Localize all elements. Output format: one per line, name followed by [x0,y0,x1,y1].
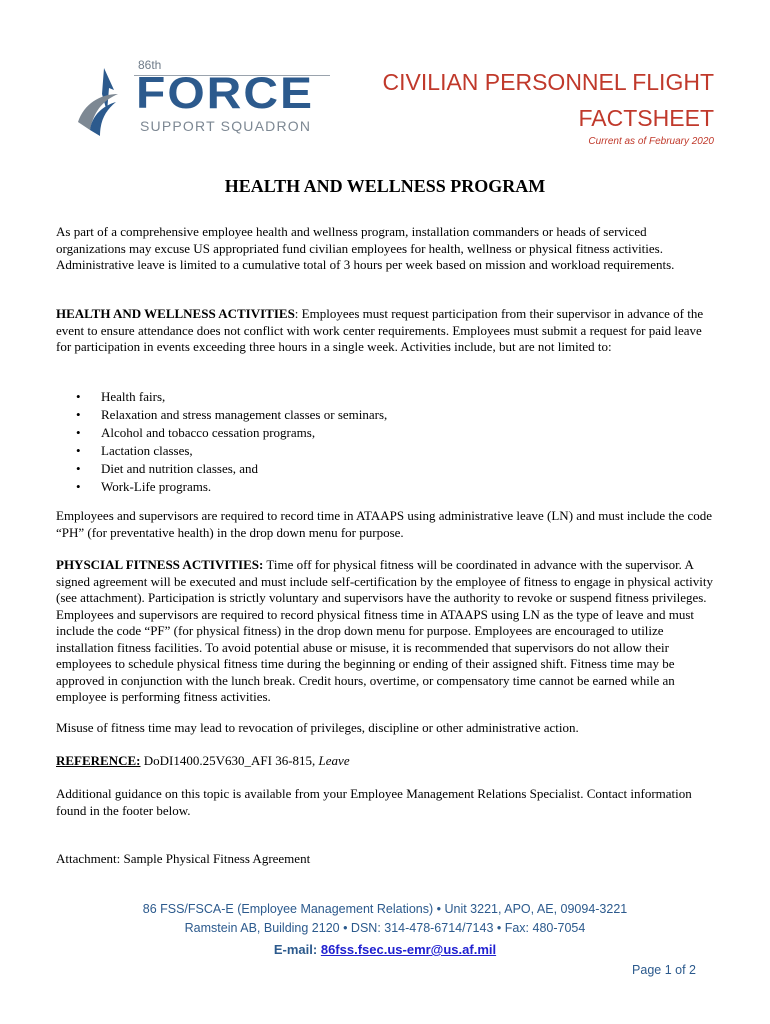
health-wellness-label: HEALTH AND WELLNESS ACTIVITIES [56,306,295,321]
logo-subtitle: SUPPORT SQUADRON [140,118,312,134]
logo-number: 86th [138,58,162,72]
footer-email [0,942,770,957]
guidance-paragraph: Additional guidance on this topic is available from your Employee Management Relations Specialist. Contact information found in the footer below. [56,786,692,818]
page-heading: HEALTH AND WELLNESS PROGRAM [224,176,546,196]
physical-fitness-paragraph [56,557,716,706]
list-item: • Diet and nutrition classes, and [76,460,387,478]
page-number: Page 1 of 2 [632,963,696,977]
record-time-paragraph: Employees and supervisors are required to record time in ATAAPS using administrative leave (LN) and must include the code “PH” (for preventative health) in the drop down menu for purpose. [56,508,713,540]
footer-address: 86 FSS/FSCA-E (Employee Management Relations) • Unit 3221, APO, AE, 09094-3221 [142,902,628,916]
jet-swoosh-icon [74,64,132,138]
activities-list [76,388,387,496]
squadron-logo [74,58,336,140]
footer-contact: Ramstein AB, Building 2120 • DSN: 314-478-6714/7143 • Fax: 480-7054 [184,921,586,935]
title-line-2: FACTSHEET [578,105,714,131]
reference-line [56,753,716,770]
health-wellness-paragraph [56,306,716,356]
intro-paragraph: As part of a comprehensive employee health and wellness program, installation commanders or heads of serviced organizations may excuse US appropriated fund civilian employees for health, wellness or physical fitness activities. Administrative leave is limited to a cumulative total of 3 hours per week based on mission and workload requirements. [56,224,675,272]
list-item: • Health fairs, [76,388,387,406]
current-date: Current as of February 2020 [588,136,714,147]
list-item: • Work-Life programs. [76,478,387,496]
list-item: • Alcohol and tobacco cessation programs, [76,424,387,442]
list-item: • Lactation classes, [76,442,387,460]
physical-fitness-text: Time off for physical fitness will be coordinated in advance with the supervisor. A signed agreement will be executed and must include self-certification by the employee of fitness to engage in physical activity (see attachment). Participation is strictly voluntary and supervisors have the authority to revoke or suspend fitness privileges. Employees and supervisors are required to record physical fitness time in ATAAPS using LN as the type of leave and must include the code “PF” (for physical fitness) in the drop down menu for purpose. Employees are encouraged to utilize installation fitness facilities. To avoid potential abuse or misuse, it is recommended that supervisors do not allow their employees to schedule physical fitness time during the beginning or ending of their assigned shift. Fitness time may be approved in conjunction with the lunch break. Credit hours, overtime, or compensatory time cannot be earned while an employee is performing fitness activities. [56,557,714,704]
health-wellness-text: : Employees must request participation from their supervisor in advance of the event to ensure attendance does not conflict with work center requirements. Employees must submit a request for paid leave for participation in events exceeding three hours in a single week. Activities include, but are not limited to: [56,306,704,354]
email-label: E-mail: [273,942,321,957]
title-line-1: CIVILIAN PERSONNEL FLIGHT [382,69,714,95]
misuse-paragraph: Misuse of fitness time may lead to revocation of privileges, discipline or other administrative action. [56,720,579,735]
list-item: • Relaxation and stress management classes or seminars, [76,406,387,424]
reference-italic: Leave [318,753,350,768]
logo-word: FORCE [136,69,314,118]
physical-fitness-label: PHYSCIAL FITNESS ACTIVITIES: [56,557,264,572]
reference-label: REFERENCE: [56,753,141,768]
factsheet-title [383,64,714,136]
email-link[interactable]: 86fss.fsec.us-emr@us.af.mil [320,942,497,957]
attachment-line: Attachment: Sample Physical Fitness Agreement [56,851,311,866]
reference-text: DoDI1400.25V630_AFI 36-815, [140,753,319,768]
